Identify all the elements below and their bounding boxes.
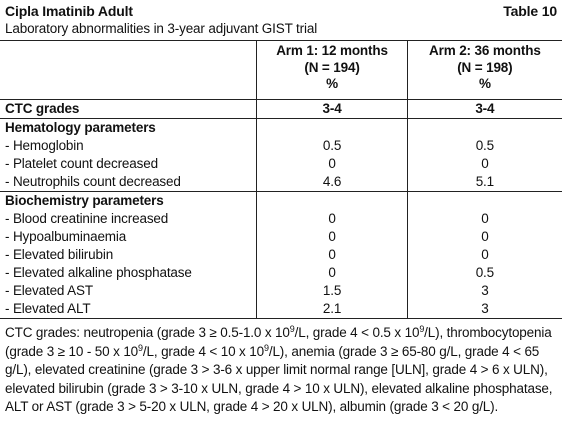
arm2-header: [407, 41, 562, 100]
superscript: 9: [263, 342, 269, 353]
document-title: Cipla Imatinib Adult: [5, 3, 133, 19]
arm2-header-line2: (N = 198): [457, 59, 513, 75]
lab-abnormalities-table: [0, 40, 562, 319]
table-row: [0, 210, 562, 228]
row-label: - Elevated alkaline phosphatase: [5, 265, 192, 280]
empty-cell: [257, 119, 407, 138]
column-header-row: [0, 41, 562, 100]
header-blank-cell: [0, 41, 257, 100]
arm1-value: 4.6: [257, 173, 407, 192]
footnote-text: /L), thrombocytopenia (grade 3 ≥ 10 - 50 x 10: [5, 325, 552, 359]
arm1-value: 2.1: [257, 300, 407, 319]
row-label: - Hemoglobin: [5, 138, 84, 153]
table-header: [5, 2, 557, 38]
superscript: 9: [138, 342, 143, 353]
arm1-value: 1.5: [257, 282, 407, 300]
empty-cell: [407, 119, 562, 138]
footnote-text: /L, grade 4 < 0.5 x 10: [294, 325, 420, 340]
title-row: [5, 2, 557, 20]
table-row: [0, 246, 562, 264]
arm2-header-unit: %: [478, 76, 491, 91]
ctc-grades-label: CTC grades: [0, 100, 257, 119]
footnote-text: CTC grades: neutropenia (grade 3 ≥ 0.5-1.0 x 10: [5, 325, 290, 340]
ctc-grades-arm2: 3-4: [407, 100, 562, 119]
ctc-grades-arm1: 3-4: [257, 100, 407, 119]
row-label: - Neutrophils count decreased: [0, 173, 257, 192]
row-label: - Elevated bilirubin: [5, 247, 114, 262]
arm1-value: 0: [257, 246, 407, 264]
arm2-value: 0: [407, 228, 562, 246]
ctc-grades-footnote: [5, 324, 557, 417]
table-row: [0, 137, 562, 155]
table-row: [0, 173, 562, 192]
row-label: - Elevated ALT: [0, 300, 257, 319]
row-label: - Hypoalbuminaemia: [5, 229, 127, 244]
arm1-value: 0: [257, 210, 407, 228]
arm2-value: 0: [407, 246, 562, 264]
footnote-text: /L, grade 4 < 10 x 10: [142, 343, 264, 359]
arm2-value: 0: [407, 210, 562, 228]
section-title: Biochemistry parameters: [5, 193, 164, 208]
arm2-value: 5.1: [407, 173, 562, 192]
arm1-header-line1: Arm 1: 12 months: [276, 43, 388, 58]
table-subtitle: Laboratory abnormalities in 3-year adjuvant GIST trial: [5, 21, 318, 36]
section-title-row: [0, 192, 562, 211]
arm1-header-line2: (N = 194): [304, 59, 360, 75]
arm2-value: 0.5: [407, 137, 562, 155]
row-label: - Blood creatinine increased: [5, 211, 169, 226]
row-label: - Platelet count decreased: [5, 156, 158, 171]
superscript: 9: [289, 324, 295, 334]
arm1-value: 0: [257, 228, 407, 246]
arm2-value: 3: [407, 282, 562, 300]
arm1-header-unit: %: [326, 76, 338, 91]
table-number: Table 10: [503, 3, 557, 19]
section-title: Hematology parameters: [5, 120, 156, 135]
arm2-value: 0.5: [407, 264, 562, 282]
arm1-header: [257, 41, 407, 100]
table-row: [0, 155, 562, 173]
ctc-grades-row: [0, 100, 562, 119]
arm2-header-line1: Arm 2: 36 months: [429, 43, 541, 58]
arm2-value: 3: [407, 300, 562, 319]
arm2-value: 0: [407, 155, 562, 173]
table-row: [0, 264, 562, 282]
arm1-value: 0: [257, 264, 407, 282]
arm1-value: 0: [257, 155, 407, 173]
table-row: [0, 300, 562, 319]
empty-cell: [407, 192, 562, 211]
arm1-value: 0.5: [257, 137, 407, 155]
table-row: [0, 228, 562, 246]
empty-cell: [257, 192, 407, 211]
row-label: - Elevated AST: [5, 283, 93, 298]
section-title-row: [0, 119, 562, 138]
superscript: 9: [419, 324, 425, 334]
table-row: [0, 282, 562, 300]
footnote-text: /L), anemia (grade 3 ≥ 65-80 g/L, grade 4 < 65 g/L), elevated creatinine (grade 3 > 3-6 x upper limit normal range [ULN], grade 4 > 6 x ULN), elevated bilirubin (grade 3 > 3-10 x ULN, grade 4 > 10 x ULN), elevated alkaline phosphatase, ALT or AST (grade 3 > 5-20 x ULN, grade 4 > 20 x ULN), albumin (grade 3 < 20 g/L).: [5, 343, 553, 414]
